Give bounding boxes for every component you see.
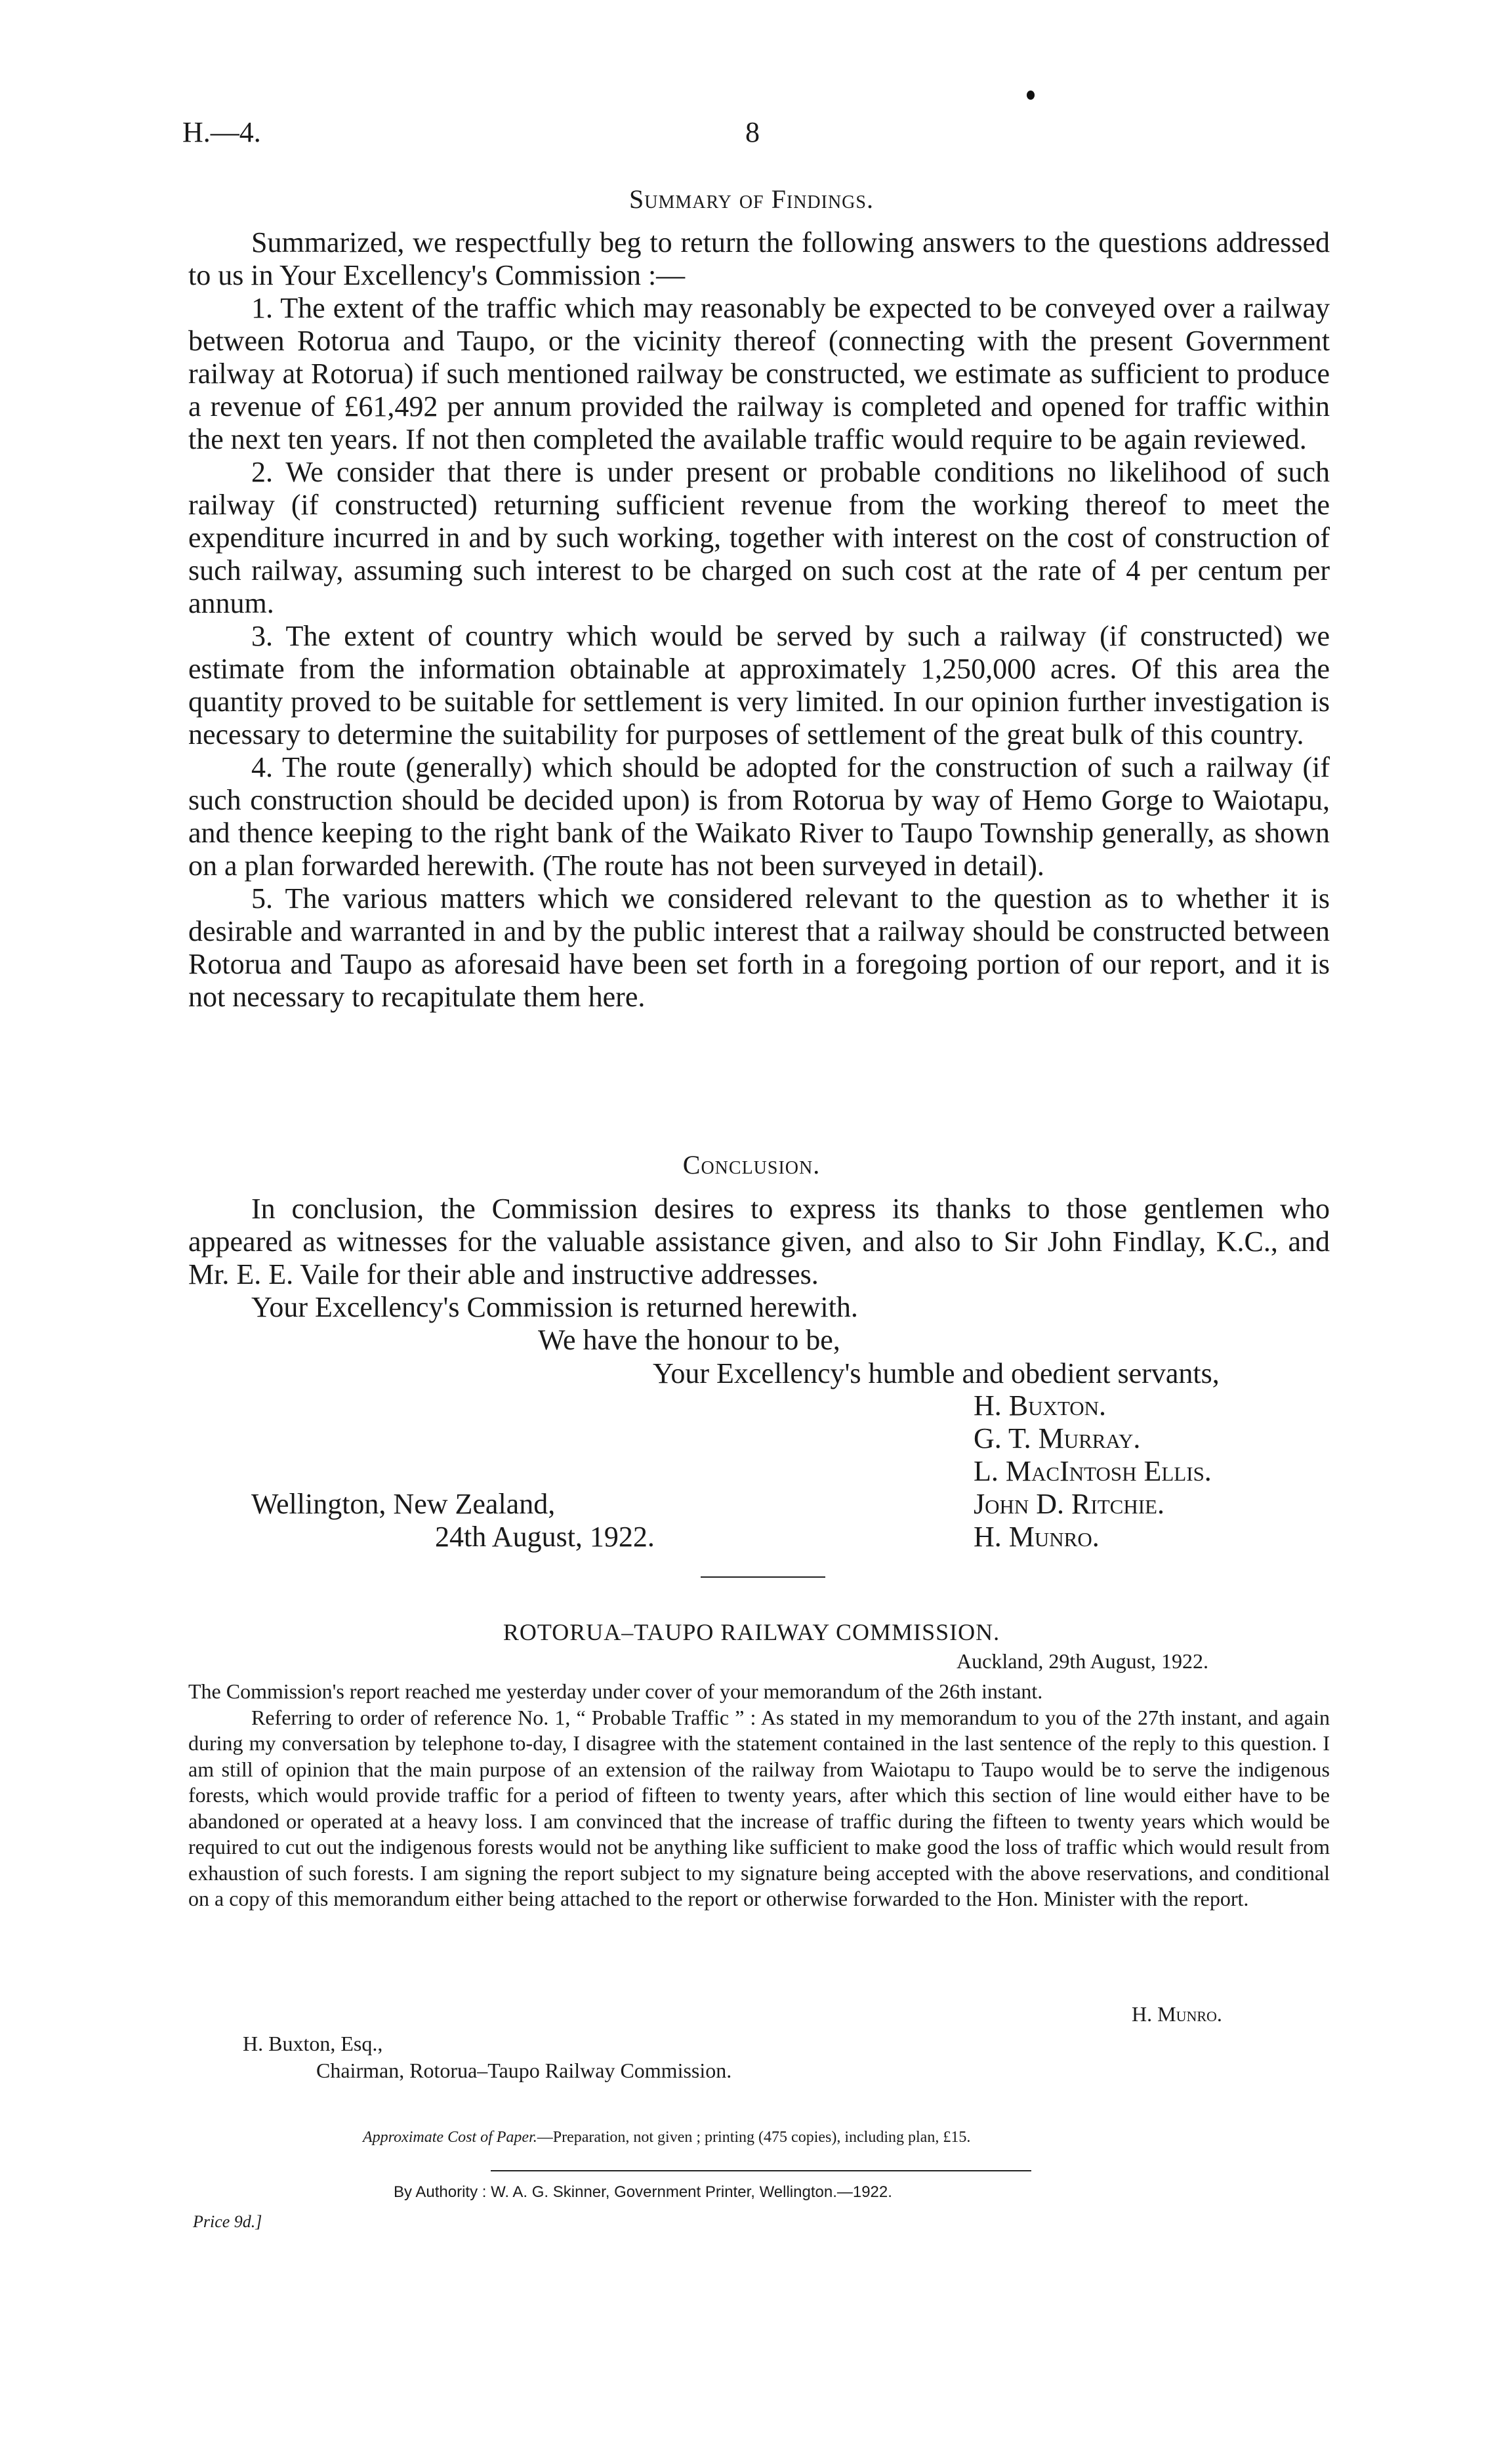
memo-dateline: Auckland, 29th August, 1922. (957, 1649, 1208, 1673)
memo-signature: H. Munro. (1132, 2002, 1222, 2026)
approximate-cost-note (363, 2129, 970, 2146)
section-divider (701, 1576, 825, 1578)
cost-text: —Preparation, not given ; printing (475 copies), including plan, £15. (537, 2129, 971, 2146)
conclusion-heading: Conclusion. (682, 1150, 821, 1180)
honour-line: We have the honour to be, (538, 1324, 840, 1356)
memo-paragraph-1: The Commission's report reached me yesterday under cover of your memorandum of the 26th instant. (188, 1679, 1043, 1703)
summary-body (188, 226, 1330, 1014)
page-number: 8 (745, 116, 760, 148)
memo-paragraph-2: Referring to order of reference No. 1, “ Probable Traffic ” : As stated in my memorandum to you of the 27th instant, and again during my conversation by telephone to-day, I disagree with the statement contained in the last sentence of the reply to this question. I am still of opinion that the main purpose of an extension of the railway from Waiotapu to Taupo would be to serve the indigenous forests, which would provide traffic for a period of fifteen to twenty years, after which this section of line would either have to be abandoned or operated at a heavy loss. I am convinced that the increase of traffic during the fifteen to twenty years which would be required to cut out the indigenous forests would not be anything like sufficient to make good the loss of traffic which would result from exhaustion of such forests. I am signing the report subject to my signature being accepted with the above reservations, and conditional on a copy of this memorandum either being attached to the report or otherwise forwarded to the Hon. Minister with the report. (188, 1705, 1330, 1910)
finding-paragraph-1: 1. The extent of the traffic which may reasonably be expected to be conveyed over a railway between Rotorua and Taupo, or the vicinity thereof (connecting with the present Government railway at Rotorua) if such mentioned railway be constructed, we estimate as sufficient to produce a revenue of £61,492 per annum provided the railway is completed and opened for traffic within the next ten years. If not then completed the available traffic would require to be again reviewed. (188, 292, 1330, 455)
signatory-buxton: H. Buxton. (974, 1389, 1107, 1422)
summary-intro-paragraph: Summarized, we respectfully beg to return the following answers to the questions addressed to us in Your Excellency's Commission :— (188, 226, 1330, 291)
report-reference: H.—4. (182, 116, 261, 148)
conclusion-paragraph: In conclusion, the Commission desires to express its thanks to those gentlemen who appeared as witnesses for the valuable assistance given, and also to Sir John Findlay, K.C., and Mr. E. E. Vaile for their able and instructive addresses. (188, 1193, 1330, 1290)
memo-body (188, 1679, 1330, 1912)
signatory-ritchie: John D. Ritchie. (974, 1488, 1164, 1520)
signatory-munro: H. Munro. (974, 1521, 1100, 1553)
memo-addressee-title: Chairman, Rotorua–Taupo Railway Commission. (316, 2059, 732, 2082)
conclusion-body (188, 1193, 1330, 1324)
finding-paragraph-2: 2. We consider that there is under present or probable conditions no likelihood of such railway (if constructed) returning sufficient revenue from the working thereof to meet the expenditure incurred in and by such working, together with interest on the cost of construction of such railway, assuming such interest to be charged on such cost at the rate of 4 per centum per annum. (188, 456, 1330, 619)
finding-paragraph-5: 5. The various matters which we considered relevant to the question as to whether it is desirable and warranted in and by the public interest that a railway should be constructed between Rotorua and Taupo as aforesaid have been set forth in a foregoing portion of our report, and it is not necessary to recapitulate them here. (188, 882, 1330, 1013)
summary-heading: Summary of Findings. (629, 184, 874, 214)
signatory-murray: G. T. Murray. (974, 1422, 1141, 1454)
memo-addressee: H. Buxton, Esq., (243, 2032, 383, 2055)
cost-label: Approximate Cost of Paper. (363, 2129, 537, 2146)
footer-divider (491, 2170, 1031, 2171)
commission-returned-line: Your Excellency's Commission is returned herewith. (251, 1291, 858, 1323)
printer-authority: By Authority : W. A. G. Skinner, Government Printer, Wellington.—1922. (394, 2183, 892, 2201)
finding-paragraph-3: 3. The extent of country which would be served by such a railway (if constructed) we estimate from the information obtainable at approximately 1,250,000 acres. Of this area the quantity proved to be suitable for settlement is very limited. In our opinion further investigation is necessary to determine the suitability for purposes of settlement of the great bulk of this country. (188, 620, 1330, 750)
signatory-ellis: L. MacIntosh Ellis. (974, 1455, 1212, 1487)
servants-line: Your Excellency's humble and obedient servants, (653, 1357, 1220, 1389)
date-line: 24th August, 1922. (435, 1521, 655, 1553)
memo-title: ROTORUA–TAUPO RAILWAY COMMISSION. (503, 1619, 1000, 1645)
place-line: Wellington, New Zealand, (251, 1488, 556, 1520)
ink-dot-mark (1027, 91, 1035, 100)
price-note: Price 9d.] (193, 2212, 262, 2231)
finding-paragraph-4: 4. The route (generally) which should be adopted for the construction of such a railway (if such construction should be decided upon) is from Rotorua by way of Hemo Gorge to Waiotapu, and thence keeping to the right bank of the Waikato River to Taupo Township generally, as shown on a plan forwarded herewith. (The route has not been surveyed in detail). (188, 751, 1330, 882)
